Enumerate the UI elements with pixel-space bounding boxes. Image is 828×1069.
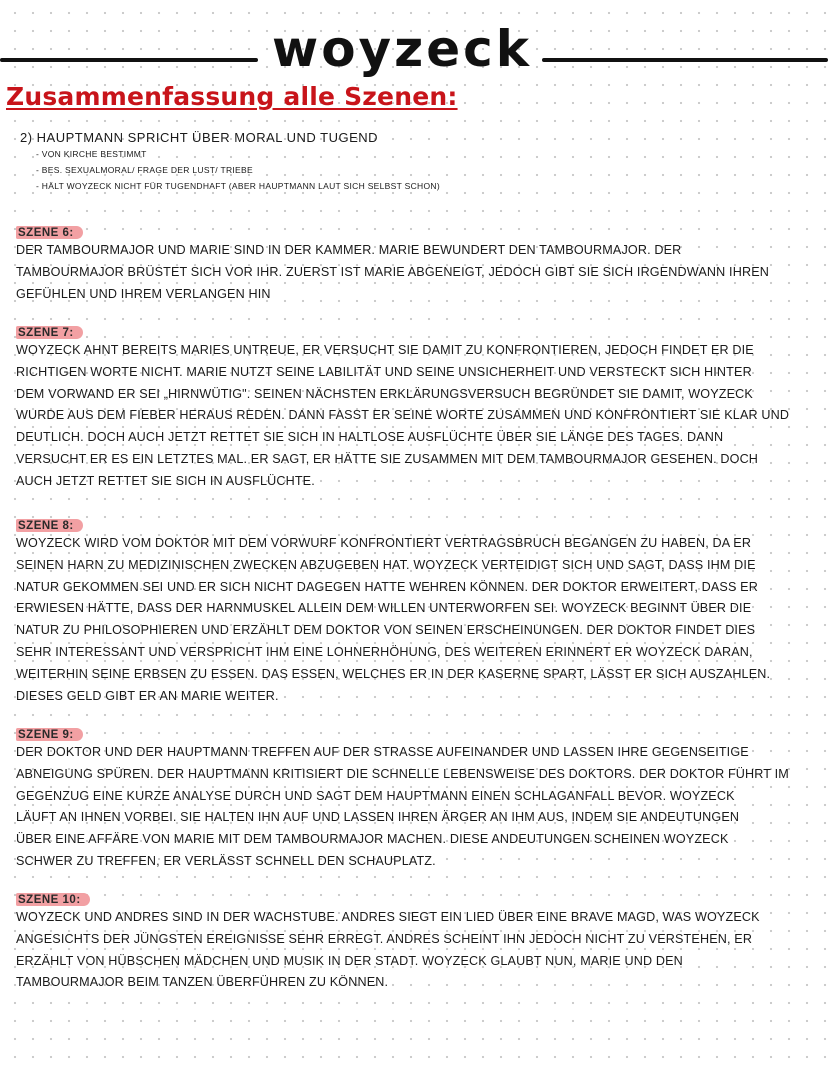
scene-text-line: TAMBOURMAJOR BRÜSTET SICH VOR IHR. ZUERST IST MARIE ABGENEIGT, JEDOCH GIBT SIE SICH IRGENDWANN IHREN: [16, 264, 769, 279]
intro-bullet: - BES. SEXUALMORAL/ FRAGE DER LUST/ TRIEBE: [36, 165, 253, 175]
title-rule-right: [542, 58, 828, 62]
scene-text-line: WOYZECK AHNT BEREITS MARIES UNTREUE, ER VERSUCHT SIE DAMIT ZU KONFRONTIEREN, JEDOCH FINDET ER DIE: [16, 343, 754, 357]
intro-heading: 2) HAUPTMANN SPRICHT ÜBER MORAL UND TUGEND: [20, 130, 379, 145]
scene-text-line: WOYZECK WIRD VOM DOKTOR MIT DEM VORWURF KONFRONTIERT VERTRAGSBRUCH BEGANGEN ZU HABEN, DA ER: [16, 536, 752, 550]
title-row: [0, 14, 828, 84]
scene-text-line: ÜBER EINE AFFÄRE VON MARIE MIT DEM TAMBOURMAJOR MACHEN. DIESE ANDEUTUNGEN SCHEINEN WOYZECK: [16, 832, 729, 847]
scene-label: SZENE 6:: [16, 226, 83, 239]
scene-text-line: WOYZECK UND ANDRES SIND IN DER WACHSTUBE. ANDRES SIEGT EIN LIED ÜBER EINE BRAVE MAGD, WAS WOYZECK: [16, 910, 760, 924]
scene-text-line: SEHR INTERESSANT UND VERSPRICHT IHM EINE LOHNERHÖHUNG, DES WEITEREN ERINNERT ER WOYZECK DARAN,: [16, 644, 753, 659]
scene-10-section: [16, 888, 816, 994]
scene-text-line: DER TAMBOURMAJOR UND MARIE SIND IN DER KAMMER. MARIE BEWUNDERT DEN TAMBOURMAJOR. DER: [16, 243, 682, 257]
scene-text-line: NATUR GEKOMMEN SEI UND ER SICH NICHT DAGEGEN HATTE WEHREN KÖNNEN. DER DOKTOR ERWEITERT, DASS ER: [16, 579, 758, 594]
title-rule-left: [0, 58, 258, 62]
scene-text-line: ERWIESEN HÄTTE, DASS DER HARNMUSKEL ALLEIN DEM WILLEN UNTERWORFEN SEI. WOYZECK BEGINNT ÜBER DIE: [16, 601, 752, 616]
scene-text-line: ANGESICHTS DER JÜNGSTEN EREIGNISSE SEHR ERREGT. ANDRES SCHEINT IHN JEDOCH NICHT ZU VERSTEHEN, ER: [16, 931, 753, 946]
scene-text-line: WEITERHIN SEINE ERBSEN ZU ESSEN. DAS ESSEN, WELCHES ER IN DER KASERNE SPART, LÄSST ER SICH AUSZAHLEN.: [16, 666, 771, 681]
page-title: woyzeck: [272, 20, 533, 78]
scene-text-line: DER DOKTOR UND DER HAUPTMANN TREFFEN AUF DER STRASSE AUFEINANDER UND LASSEN IHRE GEGENSEITIGE: [16, 745, 749, 759]
scene-7-section: [16, 321, 816, 493]
scene-text-line: SEINEN HARN ZU MEDIZINISCHEN ZWECKEN ABZUGEBEN HAT. WOYZECK VERTEIDIGT SICH UND SAGT, DASS IHM DIE: [16, 557, 756, 572]
scene-text-line: RICHTIGEN WORTE NICHT. MARIE NUTZT SEINE LABILITÄT UND SEINE UNSICHERHEIT UND VERSTECKT SICH HINTER: [16, 364, 752, 379]
scene-label: SZENE 8:: [16, 519, 83, 532]
scene-text-line: AUCH JETZT RETTET SIE SICH IN AUSFLÜCHTE.: [16, 473, 315, 488]
scene-label: SZENE 9:: [16, 728, 83, 741]
scene-text-line: GEGENZUG EINE KURZE ANALYSE DURCH UND SAGT DEM HAUPTMANN EINEN SCHLAGANFALL BEVOR. WOYZECK: [16, 788, 735, 803]
scene-text-line: TAMBOURMAJOR BEIM TANZEN ÜBERFÜHREN ZU KÖNNEN.: [16, 975, 389, 990]
scene-label: SZENE 7:: [16, 326, 83, 339]
intro-bullet: - VON KIRCHE BESTIMMT: [36, 149, 147, 159]
scene-text-line: ERZÄHLT VON HÜBSCHEN MÄDCHEN UND MUSIK IN DER STADT. WOYZECK GLAUBT NUN, MARIE UND DEN: [16, 953, 683, 968]
scene-9-section: [16, 723, 816, 873]
scene-text-line: ABNEIGUNG SPÜREN. DER HAUPTMANN KRITISIERT DIE SCHNELLE LEBENSWEISE DES DOKTORS. DER DOKTOR FÜHRT IM: [16, 766, 789, 781]
page-subtitle: Zusammenfassung alle Szenen:: [6, 82, 458, 111]
scene-label: SZENE 10:: [16, 893, 90, 906]
scene-text-line: LÄUFT AN IHNEN VORBEI. SIE HALTEN IHN AUF UND LASSEN IHREN ÄRGER AN IHM AUS, INDEM SIE ANDEUTUNGEN: [16, 810, 740, 825]
scene-text-line: NATUR ZU PHILOSOPHIEREN UND ERZÄHLT DEM DOKTOR VON SEINEN ERSCHEINUNGEN. DER DOKTOR FINDET DIES: [16, 623, 756, 638]
scene-text-line: DEUTLICH. DOCH AUCH JETZT RETTET SIE SICH IN HALTLOSE AUSFLÜCHTE ÜBER SIE LÄNGE DES TAGES. DANN: [16, 430, 724, 445]
scene-text-line: WURDE AUS DEM FIEBER HERAUS REDEN. DANN FASST ER SEINE WORTE ZUSAMMEN UND KONFRONTIERT SIE KLAR UND: [16, 408, 790, 423]
scene-text-line: DIESES GELD GIBT ER AN MARIE WEITER.: [16, 688, 279, 703]
scene-text-line: DEM VORWAND ER SEI „HIRNWÜTIG". SEINEN NÄCHSTEN ERKLÄRUNGSVERSUCH BEGRÜNDET SIE DAMIT, WOYZECK: [16, 386, 753, 401]
scene-8-section: [16, 514, 816, 707]
scene-text-line: VERSUCHT ER ES EIN LETZTES MAL. ER SAGT, ER HÄTTE SIE ZUSAMMEN MIT DEM TAMBOURMAJOR GESEHEN. DOCH: [16, 451, 759, 466]
scene-6-section: [16, 221, 816, 305]
intro-section: [20, 130, 740, 196]
scene-text-line: GEFÜHLEN UND IHREM VERLANGEN HIN: [16, 286, 271, 301]
intro-bullet: - HÄLT WOYZECK NICHT FÜR TUGENDHAFT (ABER HAUPTMANN LAUT SICH SELBST SCHON): [36, 181, 440, 191]
scene-text-line: SCHWER ZU TREFFEN, ER VERLÄSST SCHNELL DEN SCHAUPLATZ.: [16, 853, 436, 868]
